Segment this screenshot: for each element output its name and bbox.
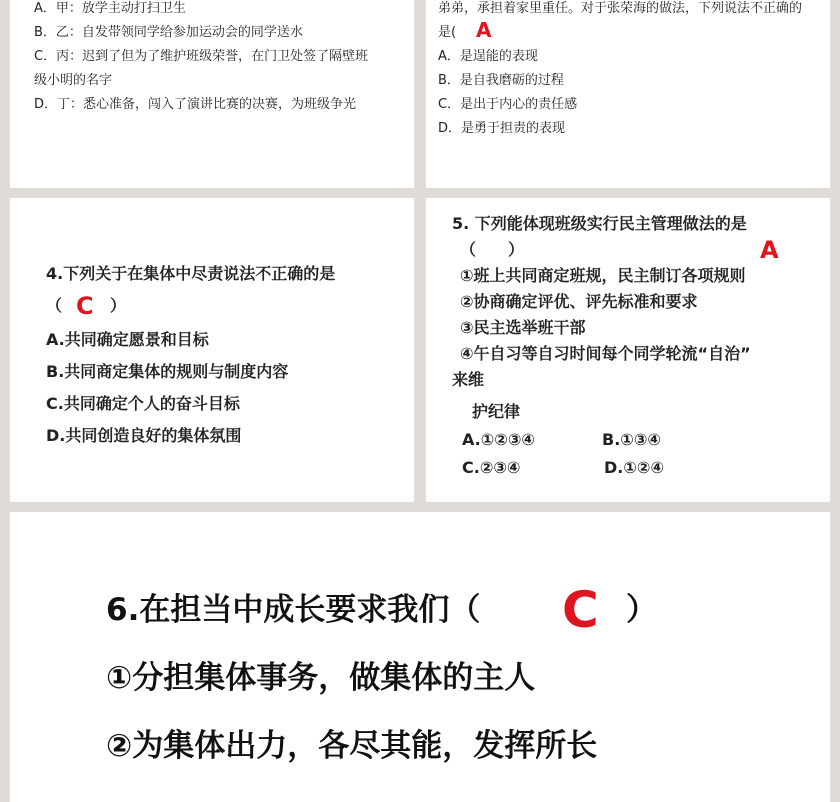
paren-close: ） <box>110 296 127 315</box>
question-stem-end: 是( <box>438 25 457 40</box>
choice-b: B.①③④ <box>602 430 661 449</box>
option-a: A.共同确定愿景和目标 <box>46 330 209 349</box>
question-5-panel <box>426 198 830 502</box>
question-6-panel <box>10 512 830 802</box>
item-4-cont: 来维 <box>452 370 485 389</box>
item-3: ③民主选举班干部 <box>460 318 586 337</box>
option-d: D．丁：悉心准备，闯入了演讲比赛的决赛，为班级争光 <box>34 97 357 112</box>
paren-open: （ <box>46 296 63 315</box>
item-4-cont2: 护纪律 <box>472 402 521 421</box>
option-c: C.共同确定个人的奋斗目标 <box>46 394 240 413</box>
answer-mark: A <box>760 236 779 264</box>
item-2: ②协商确定评优、评先标准和要求 <box>460 292 698 311</box>
question-4-panel <box>10 198 414 502</box>
question-stem: 4.下列关于在集体中尽责说法不正确的是 <box>46 264 336 283</box>
choice-a: A.①②③④ <box>462 430 535 449</box>
option-d: D.共同创造良好的集体氛围 <box>46 426 242 445</box>
option-a: A．甲：放学主动打扫卫生 <box>34 1 186 16</box>
item-1: ①分担集体事务，做集体的主人 <box>106 660 536 696</box>
option-b: B．是自我磨砺的过程 <box>438 73 564 88</box>
question-stem: 5. 下列能体现班级实行民主管理做法的是 <box>452 214 747 233</box>
answer-mark: C <box>562 581 599 639</box>
option-a: A．是逞能的表现 <box>438 49 538 64</box>
option-d: D．是勇于担责的表现 <box>438 121 566 136</box>
question-stem: 弟弟，承担着家里重任。对于张荣海的做法，下列说法不正确的 <box>438 1 803 16</box>
item-4: ④午自习等自习时间每个同学轮流“自治” <box>460 344 751 363</box>
answer-mark: A <box>476 18 492 42</box>
answer-paren: （ ） <box>460 240 525 259</box>
paren-close: ） <box>626 592 657 628</box>
option-b: B．乙：自发带领同学给参加运动会的同学送水 <box>34 25 303 40</box>
item-2: ②为集体出力，各尽其能，发挥所长 <box>106 728 598 764</box>
option-c-cont: 级小明的名字 <box>34 73 113 88</box>
question-zhang-panel <box>426 0 830 188</box>
option-c: C．是出于内心的责任感 <box>438 97 578 112</box>
choice-d: D.①②④ <box>604 458 664 477</box>
choice-c: C.②③④ <box>462 458 521 477</box>
answer-mark: C <box>76 292 94 320</box>
option-c: C．丙：迟到了但为了维护班级荣誉，在门卫处签了隔壁班 <box>34 49 369 64</box>
option-b: B.共同商定集体的规则与制度内容 <box>46 362 289 381</box>
question-stem: 6.在担当中成长要求我们（ <box>106 592 481 628</box>
item-1: ①班上共同商定班规，民主制订各项规则 <box>460 266 746 285</box>
question-3-panel <box>10 0 414 188</box>
